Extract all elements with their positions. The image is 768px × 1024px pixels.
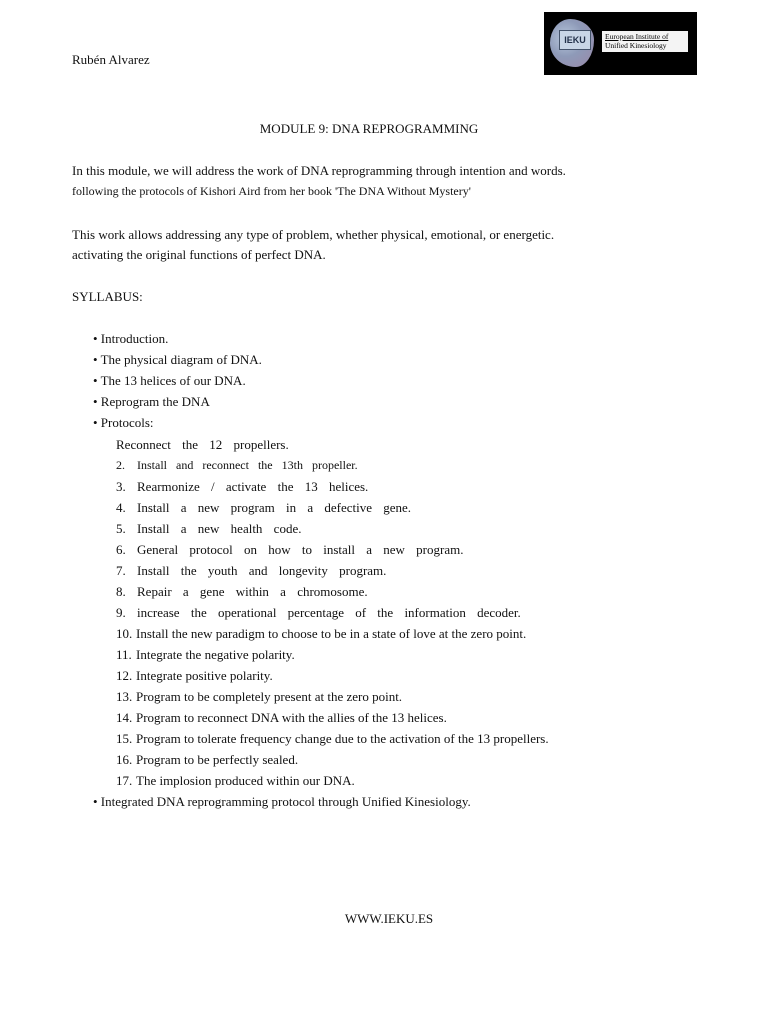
protocol-number: 4.: [116, 500, 126, 515]
scope-line-1: This work allows addressing any type of problem, whether physical, emotional, or energetic.: [72, 227, 555, 242]
protocol-number: 10.: [116, 626, 133, 641]
intro-line-1: In this module, we will address the work of DNA reprogramming through intention and words.: [72, 163, 566, 178]
author-name: Rubén Alvarez: [72, 52, 150, 67]
protocol-item: [116, 500, 411, 516]
intro-line-2: following the protocols of Kishori Aird from her book 'The DNA Without Mystery': [72, 184, 471, 198]
protocol-item: [116, 773, 355, 789]
protocol-text: Rearmonize / activate the 13 helices.: [137, 479, 369, 494]
protocol-item: [116, 542, 463, 558]
protocol-item: [116, 605, 521, 621]
protocol-number: 9.: [116, 605, 126, 620]
protocol-number: 5.: [116, 521, 126, 536]
protocol-item: [116, 563, 386, 579]
syllabus-bullet: • The 13 helices of our DNA.: [93, 373, 246, 388]
syllabus-heading: SYLLABUS:: [72, 289, 143, 304]
syllabus-bullet: • Reprogram the DNA: [93, 394, 210, 409]
protocol-number: 17.: [116, 773, 133, 788]
protocol-text: Program to reconnect DNA with the allies of the 13 helices.: [136, 710, 447, 725]
protocol-text: Integrate positive polarity.: [136, 668, 273, 683]
protocol-text: Program to be perfectly sealed.: [136, 752, 299, 767]
protocol-text: Repair a gene within a chromosome.: [137, 584, 368, 599]
protocol-item: [116, 521, 301, 537]
protocol-text: Program to tolerate frequency change due to the activation of the 13 propellers.: [136, 731, 549, 746]
protocol-number: 16.: [116, 752, 133, 767]
footer-url: WWW.IEKU.ES: [344, 911, 434, 926]
protocol-text: Reconnect the 12 propellers.: [116, 437, 289, 452]
protocol-item: [116, 689, 402, 705]
protocol-text: Install and reconnect the 13th propeller.: [137, 458, 358, 472]
protocol-item: [116, 710, 447, 726]
protocol-item: [116, 437, 289, 453]
page-title: MODULE 9: DNA REPROGRAMMING: [259, 121, 479, 136]
protocol-item: [116, 626, 526, 642]
syllabus-bullet: • Protocols:: [93, 415, 154, 430]
protocol-number: 14.: [116, 710, 133, 725]
protocol-text: The implosion produced within our DNA.: [136, 773, 355, 788]
syllabus-bullet: • The physical diagram of DNA.: [93, 352, 262, 367]
logo-line-2: Unified Kinesiology: [605, 41, 667, 50]
protocol-number: 11.: [116, 647, 132, 662]
logo-badge: IEKU: [559, 30, 591, 50]
logo-line-1: European Institute of: [605, 32, 669, 41]
protocol-item: [116, 458, 358, 473]
protocol-number: 13.: [116, 689, 133, 704]
protocol-text: General protocol on how to install a new program.: [137, 542, 464, 557]
protocol-number: 3.: [116, 479, 126, 494]
protocol-item: [116, 647, 295, 663]
protocol-item: [116, 668, 273, 684]
scope-line-2: activating the original functions of perfect DNA.: [72, 247, 326, 262]
syllabus-bullet: • Introduction.: [93, 331, 169, 346]
protocol-text: Install a new program in a defective gene.: [137, 500, 412, 515]
protocol-item: [116, 479, 368, 495]
protocol-text: Integrate the negative polarity.: [136, 647, 295, 662]
protocol-text: Install the youth and longevity program.: [137, 563, 387, 578]
protocol-text: Program to be completely present at the zero point.: [136, 689, 403, 704]
ieku-logo: [544, 12, 697, 75]
protocol-number: 7.: [116, 563, 126, 578]
protocol-number: 15.: [116, 731, 133, 746]
protocol-item: [116, 752, 298, 768]
protocol-number: 2.: [116, 458, 125, 472]
protocol-text: Install a new health code.: [137, 521, 302, 536]
protocol-text: increase the operational percentage of the information decoder.: [137, 605, 521, 620]
protocol-item: [116, 584, 368, 600]
final-bullet: • Integrated DNA reprogramming protocol through Unified Kinesiology.: [93, 794, 471, 809]
protocol-number: 6.: [116, 542, 126, 557]
protocol-number: 8.: [116, 584, 126, 599]
protocol-text: Install the new paradigm to choose to be in a state of love at the zero point.: [136, 626, 527, 641]
protocol-item: [116, 731, 549, 747]
protocol-number: 12.: [116, 668, 133, 683]
